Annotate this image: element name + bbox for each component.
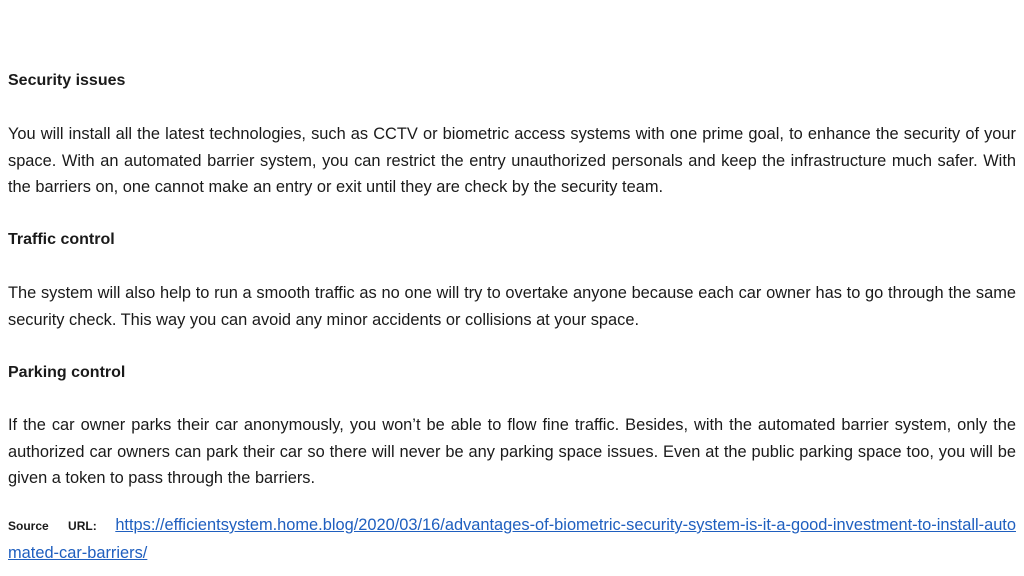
source-label: Source URL: xyxy=(8,519,97,533)
source-link[interactable]: https://efficientsystem.home.blog/2020/03/16/advantages-of-biometric-security-system-is-it-a-good-investment-to-install-automated-car-barriers/ xyxy=(8,516,1016,562)
section-body-security: You will install all the latest technologies, such as CCTV or biometric access systems with one prime goal, to enhance the security of your space. With an automated barrier system, you can restrict the entry unauthorized personals and keep the infrastructure much safer. With the barriers on, one cannot make an entry or exit until they are check by the security team. xyxy=(8,125,1016,196)
section-heading-parking: Parking control xyxy=(8,364,126,381)
section-body-traffic: The system will also help to run a smooth traffic as no one will try to overtake anyone because each car owner has to go through the same security check. This way you can avoid any minor accidents or collisions at your space. xyxy=(8,284,1016,329)
section-heading-traffic: Traffic control xyxy=(8,231,115,248)
section-body-parking: If the car owner parks their car anonymously, you won’t be able to flow fine traffic. Besides, with the automated barrier system, only the authorized car owners can park their car so there will never be any parking space issues. Even at the public parking space too, you will be given a token to pass through the barriers. xyxy=(8,416,1016,487)
section-heading-security: Security issues xyxy=(8,72,126,89)
source-line xyxy=(8,512,1016,567)
